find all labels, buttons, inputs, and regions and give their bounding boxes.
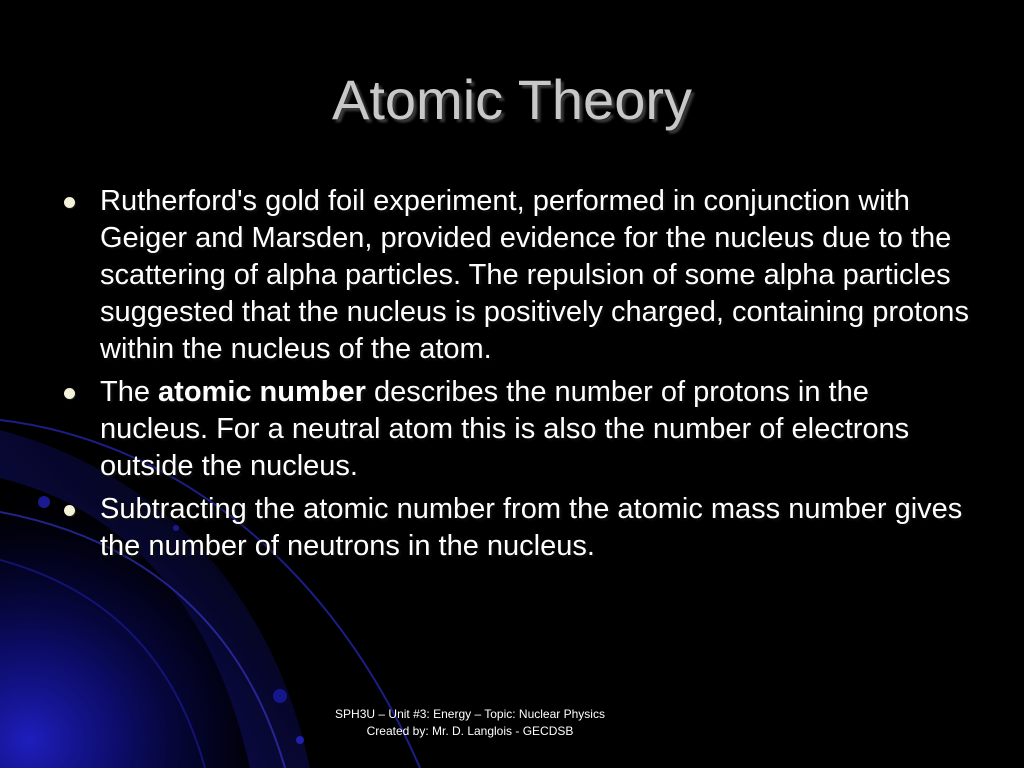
bullet-item-atomic-number bbox=[100, 374, 980, 485]
swoosh-dot-1 bbox=[38, 496, 50, 508]
bullet-icon bbox=[64, 197, 75, 208]
bullet-item-neutrons bbox=[100, 491, 980, 565]
bullet-icon bbox=[64, 388, 75, 399]
bullet-text-prefix: The bbox=[100, 376, 159, 408]
bullet-text: Subtracting the atomic number from the atomic mass number gives the number of neutrons in the nucleus. bbox=[100, 493, 963, 562]
bullet-icon bbox=[64, 505, 75, 516]
bullet-item-rutherford bbox=[100, 183, 980, 368]
bullet-text-bold-term: atomic number bbox=[158, 376, 366, 408]
bullet-text-suffix: describes the number of protons in the nucleus. For a neutral atom this is also the number of electrons outside the nucleus. bbox=[100, 376, 910, 482]
slide-footer bbox=[250, 706, 690, 740]
footer-author-line: Created by: Mr. D. Langlois - GECDSB bbox=[366, 724, 574, 738]
swoosh-dot-3 bbox=[273, 689, 287, 703]
bullet-list bbox=[100, 183, 980, 571]
footer-course-line: SPH3U – Unit #3: Energy – Topic: Nuclear Physics bbox=[335, 707, 605, 721]
bullet-text: Rutherford's gold foil experiment, performed in conjunction with Geiger and Marsden, provided evidence for the nucleus due to the scattering of alpha particles. The repulsion of some alpha particles suggested that the nucleus is positively charged, containing protons within the nucleus of the atom. bbox=[100, 185, 969, 365]
slide-title: Atomic Theory bbox=[332, 68, 692, 131]
